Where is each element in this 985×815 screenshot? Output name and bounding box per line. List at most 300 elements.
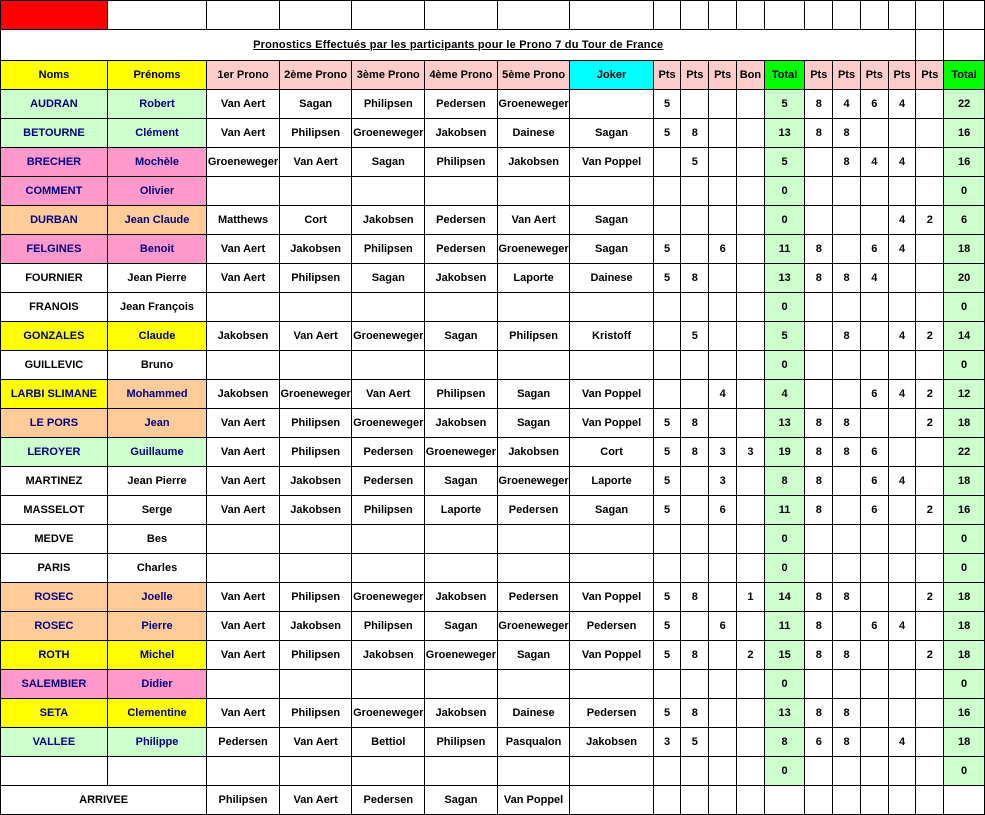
- cell-pts4[interactable]: [805, 177, 833, 206]
- cell-total1[interactable]: 4: [764, 380, 805, 409]
- cell-pts6[interactable]: [860, 206, 888, 235]
- cell-joker[interactable]: [570, 293, 653, 322]
- cell-pts7[interactable]: [888, 670, 916, 699]
- cell-pts3[interactable]: [709, 351, 737, 380]
- cell-pts6[interactable]: [860, 293, 888, 322]
- cell-prono3[interactable]: Sagan: [352, 264, 425, 293]
- cell-nom[interactable]: FRANOIS: [1, 293, 108, 322]
- cell-pts5[interactable]: [833, 525, 861, 554]
- cell-pts3[interactable]: 3: [709, 438, 737, 467]
- cell-joker[interactable]: Jakobsen: [570, 728, 653, 757]
- cell-prono1[interactable]: [207, 554, 280, 583]
- cell-pts5[interactable]: [833, 612, 861, 641]
- cell-pts3[interactable]: 6: [709, 235, 737, 264]
- cell-total2[interactable]: 0: [944, 293, 985, 322]
- cell-total2[interactable]: 16: [944, 148, 985, 177]
- cell-pts8[interactable]: [916, 757, 944, 786]
- cell-total1[interactable]: 13: [764, 119, 805, 148]
- cell-prono1[interactable]: Matthews: [207, 206, 280, 235]
- cell-pts2[interactable]: [681, 612, 709, 641]
- cell-pts7[interactable]: [888, 409, 916, 438]
- cell-pts8[interactable]: [916, 235, 944, 264]
- cell-total1[interactable]: 8: [764, 728, 805, 757]
- cell-pts7[interactable]: 4: [888, 380, 916, 409]
- cell-pts5[interactable]: [833, 467, 861, 496]
- cell-prono3[interactable]: Groeneweger: [352, 699, 425, 728]
- column-header-total2[interactable]: Total: [944, 61, 985, 90]
- cell-prono2[interactable]: Van Aert: [279, 322, 352, 351]
- cell-prono3[interactable]: Van Aert: [352, 380, 425, 409]
- cell-prono5[interactable]: [497, 351, 570, 380]
- cell-total2[interactable]: 18: [944, 583, 985, 612]
- cell-pts2[interactable]: [681, 757, 709, 786]
- cell-pts6[interactable]: 4: [860, 264, 888, 293]
- cell-pts6[interactable]: [860, 525, 888, 554]
- cell-pts4[interactable]: [805, 206, 833, 235]
- cell-pts2[interactable]: 5: [681, 148, 709, 177]
- cell-pts4[interactable]: [805, 293, 833, 322]
- cell-bon[interactable]: [737, 525, 765, 554]
- cell-pts2[interactable]: [681, 293, 709, 322]
- cell-prono3[interactable]: Groeneweger: [352, 322, 425, 351]
- cell-prono4[interactable]: Pedersen: [425, 206, 498, 235]
- cell-nom[interactable]: VALLEE: [1, 728, 108, 757]
- cell-prenom[interactable]: Mohammed: [107, 380, 206, 409]
- cell-prenom[interactable]: Claude: [107, 322, 206, 351]
- cell-bon[interactable]: [737, 264, 765, 293]
- cell-prono4[interactable]: Pedersen: [425, 235, 498, 264]
- cell-nom[interactable]: GONZALES: [1, 322, 108, 351]
- cell-total2[interactable]: 0: [944, 757, 985, 786]
- cell-prono4[interactable]: [425, 525, 498, 554]
- cell-total1[interactable]: 0: [764, 757, 805, 786]
- cell-joker[interactable]: Sagan: [570, 119, 653, 148]
- cell-pts7[interactable]: 4: [888, 322, 916, 351]
- column-header-bon[interactable]: Bon: [737, 61, 765, 90]
- table-row[interactable]: [1, 554, 985, 583]
- cell-pts6[interactable]: 6: [860, 496, 888, 525]
- cell-bon[interactable]: [737, 235, 765, 264]
- cell-pts6[interactable]: [860, 641, 888, 670]
- cell-prono1[interactable]: [207, 670, 280, 699]
- cell-pts1[interactable]: [653, 351, 681, 380]
- column-header-pts6[interactable]: Pts: [860, 61, 888, 90]
- cell-pts4[interactable]: 8: [805, 90, 833, 119]
- cell-pts8[interactable]: [916, 612, 944, 641]
- cell-pts6[interactable]: [860, 757, 888, 786]
- cell-pts4[interactable]: 8: [805, 496, 833, 525]
- cell-pts3[interactable]: [709, 699, 737, 728]
- cell-prono4[interactable]: Jakobsen: [425, 409, 498, 438]
- cell-prono1[interactable]: Van Aert: [207, 612, 280, 641]
- cell-prono5[interactable]: [497, 757, 570, 786]
- cell-pts2[interactable]: 8: [681, 264, 709, 293]
- cell-pts6[interactable]: 6: [860, 467, 888, 496]
- cell-prono4[interactable]: Philipsen: [425, 148, 498, 177]
- cell-pts5[interactable]: 8: [833, 641, 861, 670]
- cell-pts7[interactable]: [888, 583, 916, 612]
- cell-pts3[interactable]: [709, 293, 737, 322]
- cell-prono5[interactable]: Groeneweger: [497, 90, 570, 119]
- cell-prono1[interactable]: Pedersen: [207, 728, 280, 757]
- cell-prono1[interactable]: Van Aert: [207, 264, 280, 293]
- cell-pts2[interactable]: 8: [681, 699, 709, 728]
- cell-prono4[interactable]: Jakobsen: [425, 119, 498, 148]
- table-row[interactable]: [1, 496, 985, 525]
- cell-pts2[interactable]: 8: [681, 438, 709, 467]
- cell-pts7[interactable]: [888, 264, 916, 293]
- cell-pts3[interactable]: [709, 206, 737, 235]
- cell-prono1[interactable]: Van Aert: [207, 90, 280, 119]
- cell-prono4[interactable]: Philipsen: [425, 728, 498, 757]
- cell-prenom[interactable]: Mochèle: [107, 148, 206, 177]
- cell-joker[interactable]: Van Poppel: [570, 583, 653, 612]
- cell-prono2[interactable]: Van Aert: [279, 728, 352, 757]
- cell-pts4[interactable]: 8: [805, 119, 833, 148]
- cell-pts2[interactable]: [681, 90, 709, 119]
- cell-prono1[interactable]: Van Aert: [207, 235, 280, 264]
- cell-prono2[interactable]: Philipsen: [279, 699, 352, 728]
- cell-nom[interactable]: SALEMBIER: [1, 670, 108, 699]
- cell-pts7[interactable]: 4: [888, 728, 916, 757]
- table-row[interactable]: [1, 177, 985, 206]
- cell-pts5[interactable]: [833, 206, 861, 235]
- cell-prono2[interactable]: [279, 670, 352, 699]
- cell-joker[interactable]: [570, 525, 653, 554]
- cell-pts2[interactable]: [681, 525, 709, 554]
- cell-prono4[interactable]: Laporte: [425, 496, 498, 525]
- table-row[interactable]: [1, 380, 985, 409]
- cell-prono1[interactable]: Van Aert: [207, 699, 280, 728]
- cell-nom[interactable]: DURBAN: [1, 206, 108, 235]
- table-row[interactable]: [1, 670, 985, 699]
- table-row[interactable]: [1, 351, 985, 380]
- cell-pts8[interactable]: [916, 177, 944, 206]
- cell-total2[interactable]: 0: [944, 177, 985, 206]
- cell-pts1[interactable]: 5: [653, 235, 681, 264]
- cell-pts3[interactable]: [709, 583, 737, 612]
- cell-prono2[interactable]: Groeneweger: [279, 380, 352, 409]
- cell-bon[interactable]: [737, 728, 765, 757]
- table-row[interactable]: [1, 264, 985, 293]
- cell-pts4[interactable]: [805, 322, 833, 351]
- cell-pts1[interactable]: [653, 380, 681, 409]
- cell-nom[interactable]: AUDRAN: [1, 90, 108, 119]
- cell-pts4[interactable]: [805, 757, 833, 786]
- cell-pts5[interactable]: [833, 554, 861, 583]
- cell-prono4[interactable]: [425, 177, 498, 206]
- cell-pts2[interactable]: 5: [681, 322, 709, 351]
- cell-pts6[interactable]: [860, 177, 888, 206]
- cell-pts6[interactable]: [860, 583, 888, 612]
- cell-pts5[interactable]: [833, 670, 861, 699]
- cell-prono4[interactable]: Sagan: [425, 467, 498, 496]
- cell-pts8[interactable]: [916, 351, 944, 380]
- cell-prono5[interactable]: Dainese: [497, 119, 570, 148]
- cell-pts1[interactable]: 5: [653, 438, 681, 467]
- column-header-prono3[interactable]: 3ème Prono: [352, 61, 425, 90]
- cell-nom[interactable]: [1, 757, 108, 786]
- cell-pts1[interactable]: [653, 670, 681, 699]
- cell-joker[interactable]: Laporte: [570, 467, 653, 496]
- cell-total1[interactable]: 0: [764, 670, 805, 699]
- cell-pts7[interactable]: [888, 177, 916, 206]
- cell-prono3[interactable]: Pedersen: [352, 438, 425, 467]
- cell-prenom[interactable]: Robert: [107, 90, 206, 119]
- cell-pts6[interactable]: 6: [860, 380, 888, 409]
- cell-prono5[interactable]: Philipsen: [497, 322, 570, 351]
- cell-prenom[interactable]: Guillaume: [107, 438, 206, 467]
- cell-prono4[interactable]: [425, 554, 498, 583]
- cell-prono5[interactable]: [497, 670, 570, 699]
- table-row[interactable]: [1, 206, 985, 235]
- cell-total1[interactable]: 11: [764, 235, 805, 264]
- cell-prono3[interactable]: [352, 177, 425, 206]
- cell-bon[interactable]: [737, 177, 765, 206]
- cell-prono1[interactable]: Van Aert: [207, 583, 280, 612]
- cell-total1[interactable]: 0: [764, 525, 805, 554]
- cell-total1[interactable]: 0: [764, 293, 805, 322]
- cell-pts4[interactable]: 8: [805, 467, 833, 496]
- cell-total1[interactable]: 14: [764, 583, 805, 612]
- cell-pts6[interactable]: 6: [860, 612, 888, 641]
- column-header-pts1[interactable]: Pts: [653, 61, 681, 90]
- cell-pts1[interactable]: 5: [653, 90, 681, 119]
- cell-nom[interactable]: FOURNIER: [1, 264, 108, 293]
- cell-pts5[interactable]: 8: [833, 583, 861, 612]
- cell-prono2[interactable]: [279, 554, 352, 583]
- cell-prono1[interactable]: [207, 757, 280, 786]
- cell-prono1[interactable]: Van Aert: [207, 409, 280, 438]
- cell-prenom[interactable]: Jean Claude: [107, 206, 206, 235]
- cell-prono2[interactable]: Cort: [279, 206, 352, 235]
- cell-prono3[interactable]: Sagan: [352, 148, 425, 177]
- cell-pts8[interactable]: [916, 525, 944, 554]
- cell-pts4[interactable]: [805, 148, 833, 177]
- column-header-prono1[interactable]: 1er Prono: [207, 61, 280, 90]
- cell-prono3[interactable]: Jakobsen: [352, 641, 425, 670]
- cell-total2[interactable]: 18: [944, 728, 985, 757]
- cell-pts2[interactable]: [681, 496, 709, 525]
- cell-prono1[interactable]: Jakobsen: [207, 322, 280, 351]
- table-row[interactable]: [1, 699, 985, 728]
- column-header-pts4[interactable]: Pts: [805, 61, 833, 90]
- cell-pts2[interactable]: [681, 380, 709, 409]
- cell-nom[interactable]: FELGINES: [1, 235, 108, 264]
- cell-total1[interactable]: 0: [764, 554, 805, 583]
- cell-bon[interactable]: [737, 119, 765, 148]
- cell-pts3[interactable]: [709, 148, 737, 177]
- cell-bon[interactable]: [737, 206, 765, 235]
- cell-pts8[interactable]: 2: [916, 206, 944, 235]
- cell-prono2[interactable]: Jakobsen: [279, 467, 352, 496]
- cell-prenom[interactable]: Jean Pierre: [107, 264, 206, 293]
- cell-total2[interactable]: 18: [944, 409, 985, 438]
- cell-total1[interactable]: 5: [764, 322, 805, 351]
- column-header-prono2[interactable]: 2ème Prono: [279, 61, 352, 90]
- cell-pts1[interactable]: [653, 148, 681, 177]
- cell-prono2[interactable]: Philipsen: [279, 409, 352, 438]
- cell-total2[interactable]: 14: [944, 322, 985, 351]
- cell-prono5[interactable]: Pedersen: [497, 496, 570, 525]
- cell-prono2[interactable]: Philipsen: [279, 264, 352, 293]
- cell-prenom[interactable]: Clément: [107, 119, 206, 148]
- table-row[interactable]: [1, 119, 985, 148]
- cell-prono2[interactable]: Jakobsen: [279, 612, 352, 641]
- cell-prono4[interactable]: [425, 293, 498, 322]
- cell-pts3[interactable]: [709, 670, 737, 699]
- cell-pts3[interactable]: [709, 264, 737, 293]
- cell-prono4[interactable]: [425, 351, 498, 380]
- table-row[interactable]: [1, 467, 985, 496]
- cell-bon[interactable]: [737, 612, 765, 641]
- cell-prono2[interactable]: Philipsen: [279, 119, 352, 148]
- cell-pts1[interactable]: [653, 757, 681, 786]
- cell-prono3[interactable]: [352, 351, 425, 380]
- cell-prono1[interactable]: Van Aert: [207, 438, 280, 467]
- cell-prono2[interactable]: Jakobsen: [279, 496, 352, 525]
- cell-total2[interactable]: 22: [944, 90, 985, 119]
- table-row[interactable]: [1, 612, 985, 641]
- cell-pts8[interactable]: 2: [916, 583, 944, 612]
- cell-pts2[interactable]: 8: [681, 119, 709, 148]
- cell-prono2[interactable]: Van Aert: [279, 148, 352, 177]
- cell-nom[interactable]: MEDVE: [1, 525, 108, 554]
- cell-pts3[interactable]: [709, 90, 737, 119]
- cell-pts2[interactable]: [681, 351, 709, 380]
- cell-prenom[interactable]: Philippe: [107, 728, 206, 757]
- cell-pts6[interactable]: [860, 670, 888, 699]
- cell-pts4[interactable]: 8: [805, 612, 833, 641]
- cell-prono3[interactable]: [352, 525, 425, 554]
- cell-bon[interactable]: [737, 409, 765, 438]
- cell-pts1[interactable]: [653, 554, 681, 583]
- cell-pts1[interactable]: 5: [653, 467, 681, 496]
- cell-pts1[interactable]: [653, 322, 681, 351]
- cell-pts2[interactable]: [681, 206, 709, 235]
- cell-prono3[interactable]: Groeneweger: [352, 583, 425, 612]
- cell-pts6[interactable]: 6: [860, 90, 888, 119]
- cell-pts3[interactable]: [709, 177, 737, 206]
- cell-prono5[interactable]: Jakobsen: [497, 438, 570, 467]
- cell-total2[interactable]: 0: [944, 351, 985, 380]
- cell-joker[interactable]: Pedersen: [570, 612, 653, 641]
- cell-pts3[interactable]: [709, 525, 737, 554]
- cell-prono4[interactable]: Groeneweger: [425, 438, 498, 467]
- cell-pts8[interactable]: [916, 554, 944, 583]
- cell-prenom[interactable]: Bes: [107, 525, 206, 554]
- cell-prono2[interactable]: Sagan: [279, 90, 352, 119]
- cell-prono4[interactable]: Philipsen: [425, 380, 498, 409]
- column-header-pts7[interactable]: Pts: [888, 61, 916, 90]
- cell-pts5[interactable]: [833, 293, 861, 322]
- cell-pts8[interactable]: [916, 148, 944, 177]
- cell-pts4[interactable]: 8: [805, 264, 833, 293]
- cell-pts6[interactable]: [860, 119, 888, 148]
- cell-pts4[interactable]: 8: [805, 583, 833, 612]
- cell-pts6[interactable]: 6: [860, 235, 888, 264]
- cell-prono1[interactable]: Groeneweger: [207, 148, 280, 177]
- cell-pts5[interactable]: [833, 496, 861, 525]
- cell-bon[interactable]: [737, 148, 765, 177]
- cell-joker[interactable]: Van Poppel: [570, 148, 653, 177]
- table-row[interactable]: [1, 235, 985, 264]
- cell-pts4[interactable]: 8: [805, 409, 833, 438]
- cell-pts4[interactable]: [805, 554, 833, 583]
- cell-prono5[interactable]: [497, 525, 570, 554]
- cell-joker[interactable]: [570, 351, 653, 380]
- cell-pts1[interactable]: 5: [653, 264, 681, 293]
- cell-pts7[interactable]: 4: [888, 467, 916, 496]
- cell-bon[interactable]: [737, 757, 765, 786]
- cell-prono5[interactable]: Groeneweger: [497, 467, 570, 496]
- cell-pts2[interactable]: [681, 554, 709, 583]
- cell-pts4[interactable]: 8: [805, 641, 833, 670]
- cell-prono3[interactable]: [352, 293, 425, 322]
- cell-pts7[interactable]: [888, 293, 916, 322]
- cell-nom[interactable]: SETA: [1, 699, 108, 728]
- cell-prono5[interactable]: Pedersen: [497, 583, 570, 612]
- cell-pts7[interactable]: [888, 438, 916, 467]
- cell-nom[interactable]: MASSELOT: [1, 496, 108, 525]
- cell-prono3[interactable]: [352, 554, 425, 583]
- cell-pts3[interactable]: 3: [709, 467, 737, 496]
- cell-pts5[interactable]: [833, 380, 861, 409]
- cell-prono1[interactable]: Van Aert: [207, 496, 280, 525]
- cell-prono1[interactable]: [207, 351, 280, 380]
- cell-pts3[interactable]: [709, 409, 737, 438]
- cell-prenom[interactable]: Clementine: [107, 699, 206, 728]
- cell-nom[interactable]: LEROYER: [1, 438, 108, 467]
- cell-pts8[interactable]: [916, 119, 944, 148]
- cell-total2[interactable]: 0: [944, 525, 985, 554]
- table-row[interactable]: [1, 293, 985, 322]
- cell-total2[interactable]: 16: [944, 699, 985, 728]
- cell-prono5[interactable]: Laporte: [497, 264, 570, 293]
- column-header-pts2[interactable]: Pts: [681, 61, 709, 90]
- cell-prenom[interactable]: Benoit: [107, 235, 206, 264]
- cell-prenom[interactable]: Jean François: [107, 293, 206, 322]
- cell-bon[interactable]: [737, 496, 765, 525]
- cell-prono5[interactable]: [497, 293, 570, 322]
- cell-prenom[interactable]: Joelle: [107, 583, 206, 612]
- table-row[interactable]: [1, 583, 985, 612]
- cell-pts1[interactable]: 5: [653, 496, 681, 525]
- cell-joker[interactable]: Sagan: [570, 235, 653, 264]
- cell-pts8[interactable]: [916, 90, 944, 119]
- cell-total2[interactable]: 6: [944, 206, 985, 235]
- cell-pts1[interactable]: 5: [653, 409, 681, 438]
- cell-total2[interactable]: 16: [944, 496, 985, 525]
- cell-pts5[interactable]: 8: [833, 119, 861, 148]
- cell-total2[interactable]: 22: [944, 438, 985, 467]
- cell-joker[interactable]: Sagan: [570, 206, 653, 235]
- cell-pts5[interactable]: [833, 177, 861, 206]
- cell-prenom[interactable]: Jean: [107, 409, 206, 438]
- cell-prono5[interactable]: [497, 177, 570, 206]
- cell-pts8[interactable]: 2: [916, 496, 944, 525]
- cell-pts4[interactable]: [805, 525, 833, 554]
- cell-pts5[interactable]: 8: [833, 264, 861, 293]
- cell-pts6[interactable]: [860, 554, 888, 583]
- cell-prono5[interactable]: [497, 554, 570, 583]
- cell-total1[interactable]: 0: [764, 351, 805, 380]
- cell-nom[interactable]: MARTINEZ: [1, 467, 108, 496]
- cell-pts8[interactable]: [916, 728, 944, 757]
- cell-pts6[interactable]: [860, 351, 888, 380]
- cell-pts4[interactable]: [805, 670, 833, 699]
- cell-prono3[interactable]: Bettiol: [352, 728, 425, 757]
